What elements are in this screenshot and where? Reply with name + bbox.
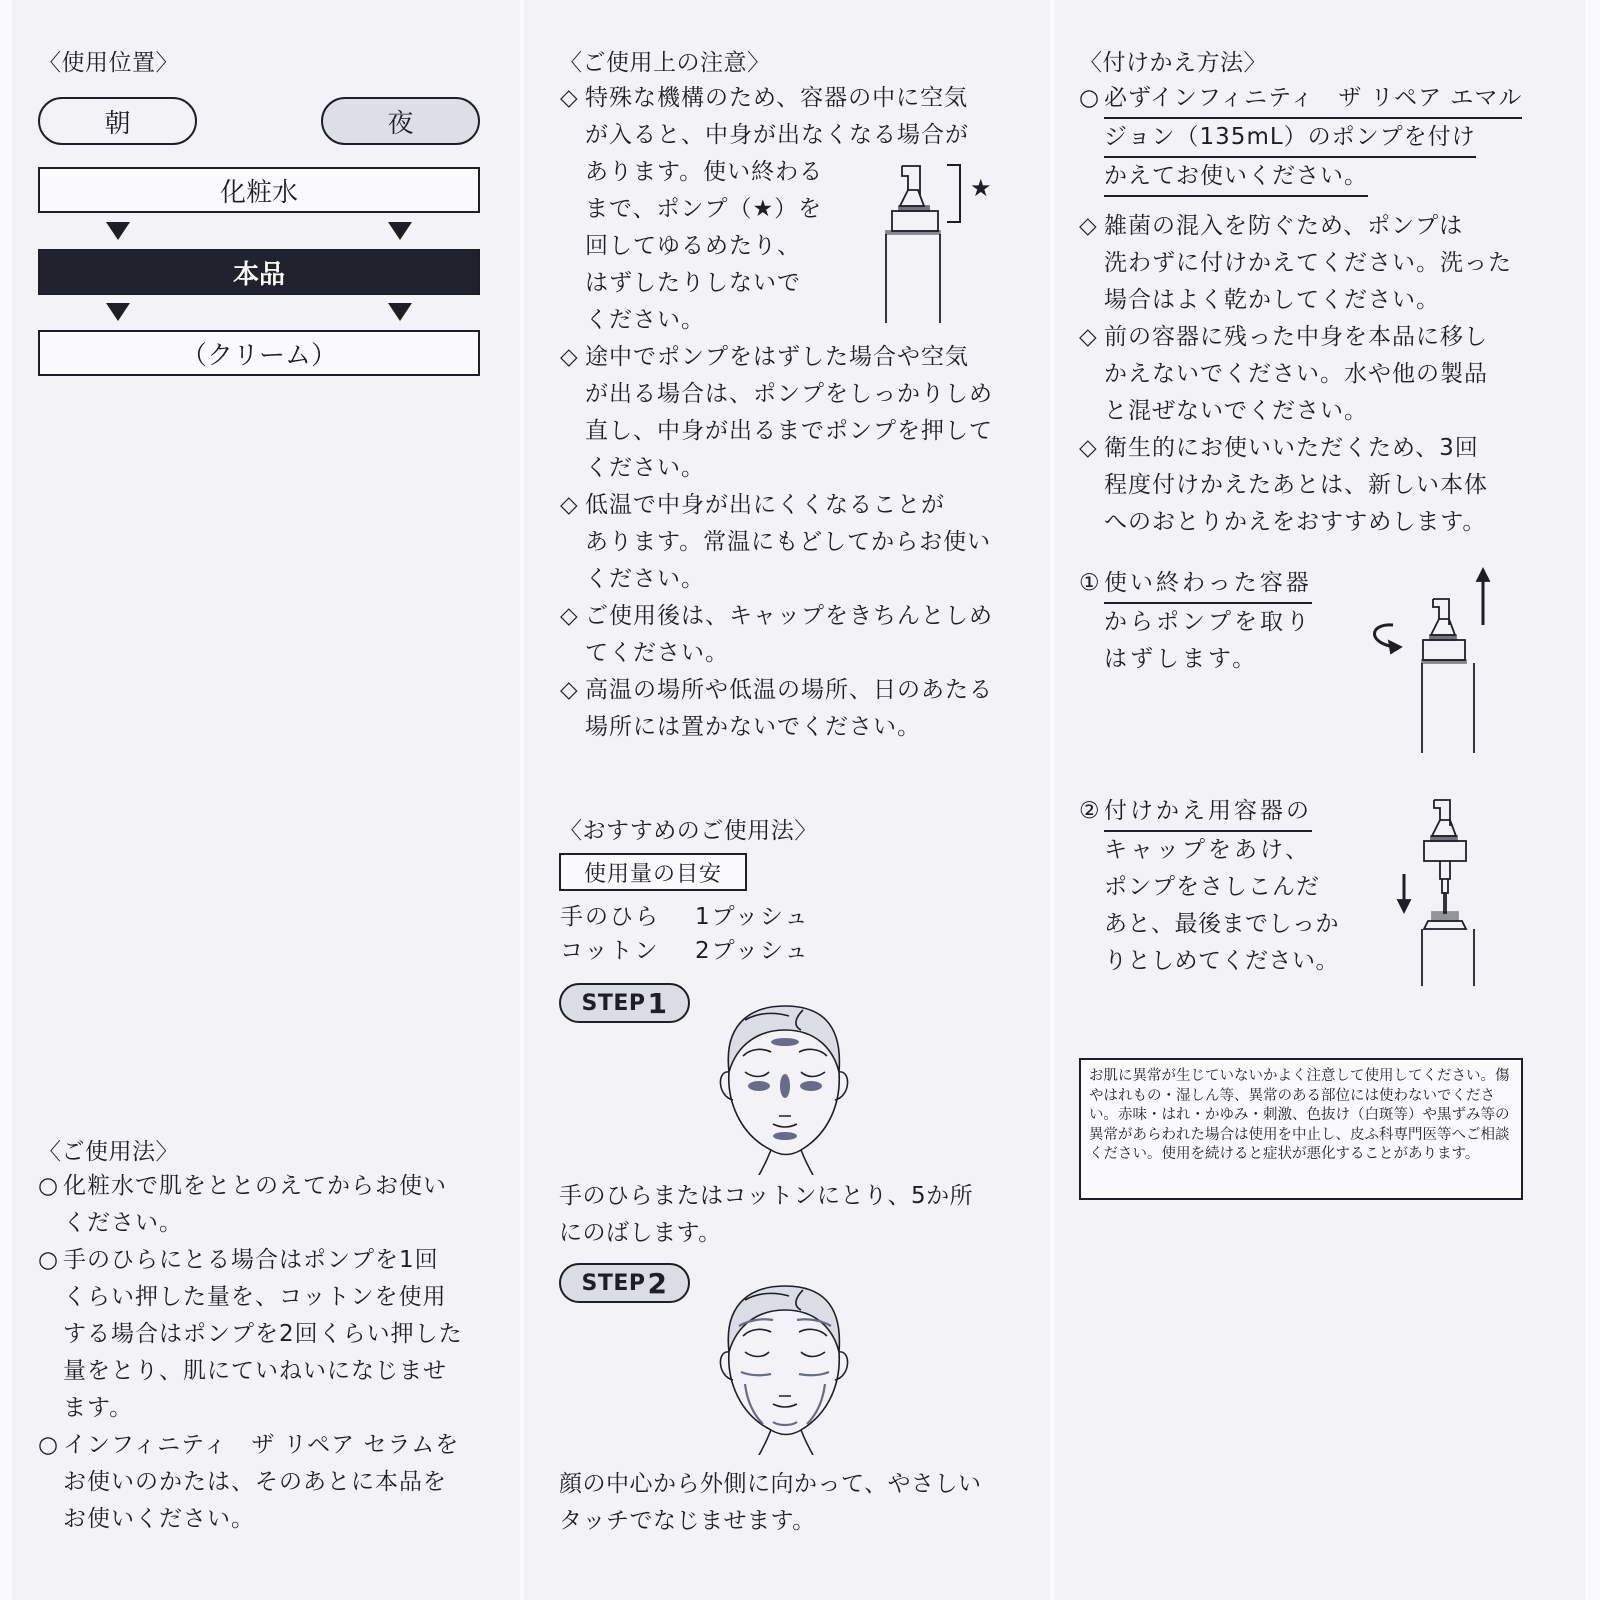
cream-label: （クリーム） — [180, 340, 337, 371]
pump-bottle-illustration — [880, 160, 950, 325]
step2-description: 顔の中心から外側に向かって、やさしい タッチでなじませます。 — [559, 1471, 982, 1534]
morning-pill — [38, 97, 197, 145]
step1-description: 手のひらまたはコットンにとり、5か所 にのばします。 — [559, 1183, 974, 1246]
step2-badge: STEP 2 — [559, 1263, 690, 1303]
how-to-use-item: ○ インフィニティ ザ リペア セラムを お使いのかたは、そのあとに本品を お使いください。 — [38, 1427, 508, 1538]
must-item: ○ 必ずインフィニティ ザ リペア エマル ジョン（135mL）のポンプを付け かえてお使いください。 — [1079, 80, 1524, 197]
precaution-item: ◇ 高温の場所や低温の場所、日のあたる 場所には置かないでください。 — [560, 672, 1010, 746]
precaution-item: ◇ 途中でポンプをはずした場合や空気 が出る場合は、ポンプをしっかりしめ 直し、中身が出るまでポンプを押して ください。 — [560, 339, 1010, 487]
how-to-use-item: ○ 化粧水で肌をととのえてからお使い ください。 — [38, 1168, 508, 1242]
diamond-bullet-icon: ◇ — [1079, 213, 1098, 239]
diamond-bullet-icon: ◇ — [560, 85, 579, 111]
insert-pump-illustration — [1390, 798, 1500, 988]
diamond-bullet-icon: ◇ — [1079, 324, 1098, 350]
arrow-down-icon — [388, 222, 412, 240]
flow-step-product — [38, 249, 480, 295]
replace-step1-item: ① 使い終わった容器 からポンプを取り はずします。 — [1079, 565, 1339, 678]
usage-amount-label: 使用量の目安 — [559, 853, 747, 891]
circled-two-icon: ② — [1079, 798, 1103, 824]
replacement-item: ◇ 前の容器に残った中身を本品に移し かえないでください。水や他の製品 と混ぜないでください。 — [1079, 319, 1524, 430]
amount-row: コットン 2プッシュ — [560, 938, 810, 964]
replacement-step1 — [1079, 565, 1339, 678]
replacement-item: ◇ 衛生的にお使いいただくため、3回 程度付けかえたあとは、新しい本体 へのおとりかえをおすすめします。 — [1079, 430, 1524, 541]
flow-step-toner — [38, 167, 480, 213]
step1-badge: STEP 1 — [559, 983, 690, 1023]
amount-row: 手のひら 1プッシュ — [560, 904, 810, 930]
recommended-heading: 〈おすすめのご使用法〉 — [559, 818, 818, 844]
product-label: 本品 — [232, 259, 285, 290]
how-to-use-heading: 〈ご使用法〉 — [38, 1139, 179, 1165]
diamond-bullet-icon: ◇ — [1079, 435, 1098, 461]
night-label: 夜 — [387, 108, 414, 139]
warning-text: お肌に異常が生じていないかよく注意して使用してください。傷やはれもの・湿しん等、異常のある部位には使わないでください。赤味・はれ・かゆみ・刺激、色抜け（白斑等）や黒ずみ等の異常があらわれた場合は使用を中止し、皮ふ科専門医等へご相談ください。使用を続けると症状が悪化することがあります。 — [1089, 1068, 1510, 1162]
precaution-item: ◇ ご使用後は、キャップをきちんとしめ てください。 — [560, 598, 1010, 672]
how-to-use-list — [38, 1168, 508, 1538]
replacement-list — [1079, 208, 1524, 541]
circle-bullet-icon: ○ — [38, 1432, 60, 1458]
how-to-use-item: ○ 手のひらにとる場合はポンプを1回 くらい押した量を、コットンを使用 する場合はポンプを2回くらい押した 量をとり、肌にていねいになじませ ます。 — [38, 1242, 508, 1427]
precaution-item: ◇ 特殊な機構のため、容器の中に空気 が入ると、中身が出なくなる場合が あります。使い終わる まで、ポンプ（★）を 回してゆるめたり、 はずしたりしないで ください。 — [560, 80, 1010, 339]
circle-bullet-icon: ○ — [1079, 85, 1101, 111]
arrow-down-icon — [106, 303, 130, 321]
replacement-step2 — [1079, 793, 1339, 980]
precaution-item: ◇ 低温で中身が出にくくなることが あります。常温にもどしてからお使い ください。 — [560, 487, 1010, 598]
usage-position-heading: 〈使用位置〉 — [38, 50, 179, 76]
replace-step2-item: ② 付けかえ用容器の キャップをあけ、 ポンプをさしこんだ あと、最後までしっか りとしめてください。 — [1079, 793, 1339, 980]
toner-label: 化粧水 — [219, 177, 298, 208]
flow-step-cream — [38, 330, 480, 376]
circled-one-icon: ① — [1079, 570, 1103, 596]
precautions-heading: 〈ご使用上の注意〉 — [559, 50, 771, 76]
replacement-must-note — [1079, 80, 1524, 197]
replacement-heading: 〈付けかえ方法〉 — [1079, 50, 1267, 76]
morning-label: 朝 — [104, 108, 131, 139]
face-step2-illustration — [715, 1280, 855, 1455]
circle-bullet-icon: ○ — [38, 1247, 60, 1273]
diamond-bullet-icon: ◇ — [560, 344, 579, 370]
diamond-bullet-icon: ◇ — [560, 603, 579, 629]
usage-amount-table — [560, 900, 810, 968]
diamond-bullet-icon: ◇ — [560, 492, 579, 518]
diamond-bullet-icon: ◇ — [560, 677, 579, 703]
circle-bullet-icon: ○ — [38, 1173, 60, 1199]
skin-warning-notice — [1079, 1058, 1523, 1200]
star-icon: ★ — [970, 174, 992, 202]
face-step1-illustration — [715, 1000, 855, 1175]
replacement-item: ◇ 雑菌の混入を防ぐため、ポンプは 洗わずに付けかえてください。洗った 場合はよく乾かしてください。 — [1079, 208, 1524, 319]
remove-pump-illustration — [1365, 565, 1505, 755]
star-bracket-icon — [945, 163, 965, 225]
night-pill — [321, 97, 480, 145]
arrow-down-icon — [388, 303, 412, 321]
arrow-down-icon — [106, 222, 130, 240]
